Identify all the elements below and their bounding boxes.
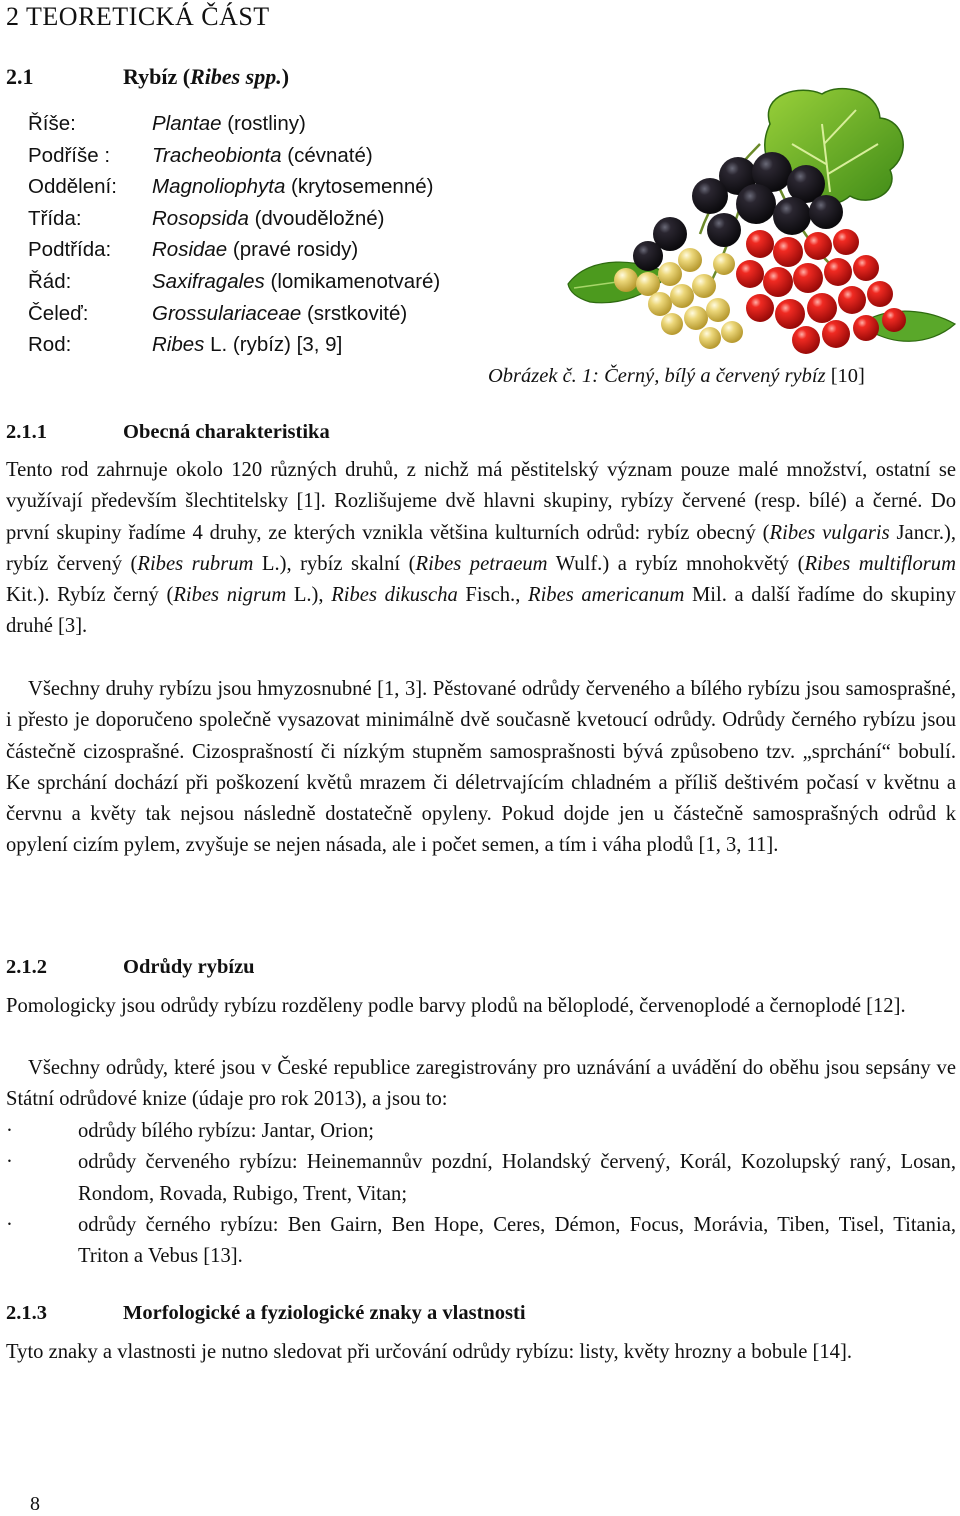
- section-title: Morfologické a fyziologické znaky a vlastnosti: [123, 1302, 526, 1324]
- bullet: ·: [6, 1151, 13, 1174]
- taxonomy-row: [28, 298, 440, 330]
- section-title: Rybíz (Ribes spp.): [123, 64, 290, 89]
- taxonomy-label: Řád:: [28, 269, 72, 293]
- taxonomy-row: [28, 140, 440, 172]
- chapter-title: 2 TEORETICKÁ ČÁST: [6, 2, 270, 31]
- taxonomy-value: Saxifragales (lomikamenotvaré): [152, 269, 441, 293]
- taxonomy-value: Rosidae (pravé rosidy): [152, 238, 359, 262]
- section-number: 2.1: [6, 64, 34, 89]
- taxonomy-label: Podříše :: [28, 143, 111, 167]
- section-heading-2-1-2: [6, 956, 255, 979]
- taxonomy-value: Magnoliophyta (krytosemenné): [152, 175, 434, 199]
- section-number: 2.1.2: [6, 956, 47, 978]
- taxonomy-label: Čeleď:: [28, 301, 89, 325]
- paragraph-morphology: Tyto znaky a vlastnosti je nutno sledovat při určování odrůdy rybízu: listy, květy hrozny a bobule [14].: [6, 1341, 852, 1363]
- currant-photo: [560, 84, 960, 370]
- taxonomy-row: [28, 108, 440, 140]
- paragraph-registry: Všechny odrůdy, které jsou v České republice zaregistrovány pro uznávání a uvádění do oběhu jsou sepsány ve Státní odrůdové knize (údaje pro rok 2013), a jsou to:: [6, 1057, 956, 1111]
- section-heading-2-1-1: [6, 421, 330, 444]
- taxonomy-value: Grossulariaceae (srstkovité): [152, 301, 408, 325]
- taxonomy-label: Podtřída:: [28, 238, 112, 262]
- section-number: 2.1.3: [6, 1302, 47, 1324]
- page-number: 8: [30, 1493, 40, 1515]
- list-item: · odrůdy černého rybízu: Ben Gairn, Ben Hope, Ceres, Démon, Focus, Morávia, Tiben, Tisel, Titania, Triton a Vebus [13].: [6, 1210, 956, 1273]
- section-number: 2.1.1: [6, 421, 47, 443]
- taxonomy-row: [28, 266, 440, 298]
- leaf: [765, 89, 903, 205]
- paragraph-pomology: Pomologicky jsou odrůdy rybízu rozděleny podle barvy plodů na běloplodé, červenoplodé a černoplodé [12].: [6, 995, 906, 1017]
- taxonomy-list: [28, 108, 440, 361]
- paragraph-general: Tento rod zahrnuje okolo 120 různých druhů, z nichž má pěstitelský význam pouze malé množství, ostatní se využívají především šlechtitelsky [1]. Rozlišujeme dvě hlavni skupiny, rybízy červené (resp. bílé) a černé. Do první skupiny řadíme 4 druhy, ze kterých vznikla většina kulturních odrůd: rybíz obecný (Ribes vulgaris Jancr.), rybíz červený (Ribes rubrum L.), rybíz skalní (Ribes petraeum Wulf.) a rybíz mnohokvětý (Ribes multiflorum Kit.). Rybíz černý (Ribes nigrum L.), Ribes dikuscha Fisch., Ribes americanum Mil. a další řadíme do skupiny druhé [3].: [6, 459, 957, 638]
- bullet: ·: [6, 1120, 13, 1142]
- taxonomy-value: Plantae (rostliny): [152, 112, 306, 135]
- taxonomy-value: Rosopsida (dvouděložné): [152, 206, 385, 230]
- taxonomy-value: Ribes L. (rybíz) [3, 9]: [152, 333, 343, 357]
- figure-caption: Obrázek č. 1: Černý, bílý a červený rybíz [10]: [488, 365, 865, 387]
- taxonomy-row: [28, 203, 440, 235]
- section-title: Obecná charakteristika: [123, 421, 330, 443]
- section-heading-2-1-3: [6, 1302, 526, 1325]
- list-item: · odrůdy bílého rybízu: Jantar, Orion;: [6, 1116, 956, 1147]
- taxonomy-label: Rod:: [28, 333, 72, 357]
- paragraph-pollination: Všechny druhy rybízu jsou hmyzosnubné [1, 3]. Pěstované odrůdy červeného a bílého rybízu jsou samosprašné, i přesto je doporučeno společně vysazovat minimálně dvě současně kvetoucí odrůdy. Odrůdy černého rybízu jsou částečně cizosprašné. Cizosprašností či nízkým stupněm samosprašnosti bývá způsobeno tzv. „sprchání“ bobulí. Ke sprchání dochází při poškození květů mrazem či déletrvajícím chladném a příliš deštivém počasí v květnu a červnu a květy tak nejsou následně dostatečně opyleny. Pokud dojde jen u částečně samosprašných odrůd k opylení cizím pylem, zvyšuje se nejen násada, ale i počet semen, a tím i váha plodů [1, 3, 11].: [6, 678, 956, 857]
- list-item: · odrůdy červeného rybízu: Heinemannův pozdní, Holandský červený, Korál, Kozolupský raný, Losan, Rondom, Rovada, Rubigo, Trent, Vitan;: [6, 1147, 956, 1210]
- taxonomy-value: Tracheobionta (cévnaté): [152, 143, 373, 167]
- section-title: Odrůdy rybízu: [123, 956, 255, 978]
- bullet: ·: [6, 1213, 13, 1236]
- taxonomy-label: Oddělení:: [28, 175, 117, 199]
- taxonomy-row: [28, 171, 440, 203]
- taxonomy-label: Říše:: [28, 112, 76, 135]
- variety-list: [6, 1116, 956, 1272]
- taxonomy-label: Třída:: [28, 206, 82, 230]
- taxonomy-row: [28, 234, 440, 266]
- section-heading-2-1: [6, 64, 289, 90]
- taxonomy-row: [28, 329, 440, 361]
